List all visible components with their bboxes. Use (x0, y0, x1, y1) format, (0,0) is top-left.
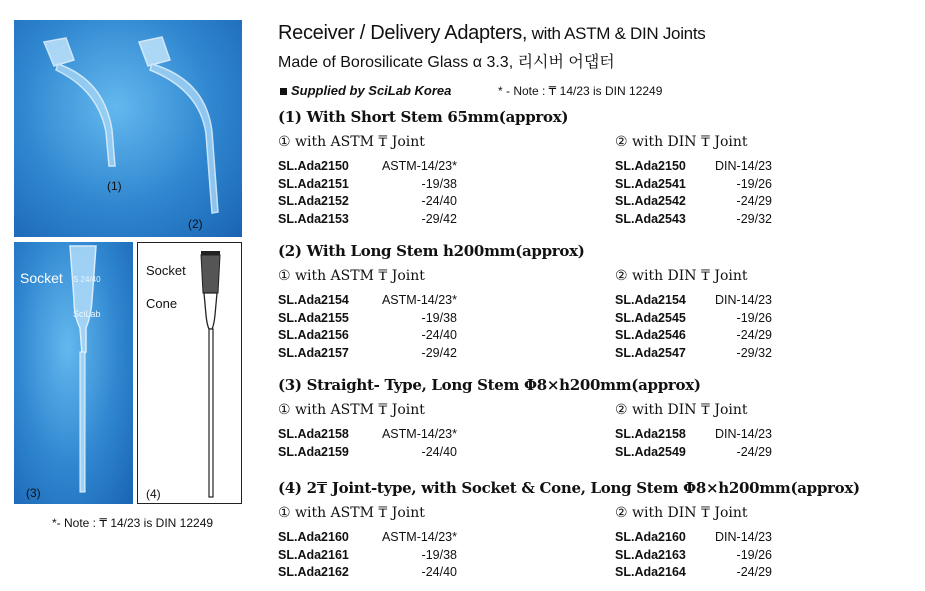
page-title (278, 22, 705, 45)
din-joint-size: -19/26 (736, 547, 772, 562)
astm-joint-size: -24/40 (421, 444, 457, 459)
page-title-tail: with ASTM & DIN Joints (527, 24, 706, 43)
din-product-code: SL.Ada2547 (615, 345, 686, 360)
bent-adapter-illustration (14, 20, 242, 237)
din-joint-size: -24/29 (736, 565, 772, 579)
header-note: * - Note : ₸ 14/23 is DIN 12249 (498, 84, 663, 98)
astm-product-code: SL.Ada2150 (278, 159, 349, 173)
din-joint-size: -24/29 (736, 444, 772, 459)
din-product-code: SL.Ada2549 (615, 444, 686, 459)
din-joint-size: DIN-14/23 (715, 159, 772, 173)
astm-joint-heading: ① with ASTM ₸ Joint (278, 134, 425, 150)
section-two-joint-type (278, 479, 878, 589)
din-product-code: SL.Ada2542 (615, 194, 686, 208)
din-joint-heading: ② with DIN ₸ Joint (615, 134, 748, 150)
page-subtitle: Made of Borosilicate Glass α 3.3, 리시버 어댑터 (278, 54, 615, 71)
din-product-code: SL.Ada2164 (615, 565, 686, 579)
diagram-socket-label: Socket (146, 263, 186, 278)
din-joint-size: -29/32 (736, 211, 772, 226)
astm-joint-size: ASTM-14/23* (381, 293, 457, 307)
din-product-code: SL.Ada2545 (615, 310, 686, 325)
din-joint-size: DIN-14/23 (715, 293, 772, 307)
photo-socket-adapter (14, 242, 133, 504)
diagram-cone-label: Cone (146, 296, 178, 311)
section-straight-type (278, 376, 878, 466)
din-product-code: SL.Ada2160 (615, 530, 686, 544)
astm-product-code: SL.Ada2155 (278, 310, 349, 325)
astm-joint-size: ASTM-14/23* (381, 530, 457, 544)
din-joint-size: -24/29 (736, 328, 772, 342)
photo-label-1: (1) (107, 179, 122, 193)
astm-joint-size: ASTM-14/23* (381, 159, 457, 173)
section-short-stem (278, 108, 878, 228)
astm-product-code: SL.Ada2151 (278, 176, 349, 191)
astm-joint-size: -29/42 (421, 211, 457, 226)
diagram-socket-cone (137, 242, 242, 504)
astm-product-code: SL.Ada2160 (278, 530, 349, 544)
astm-product-code: SL.Ada2162 (278, 565, 349, 579)
supplier-line: Supplied by SciLab Korea (291, 83, 452, 98)
photo-label-4: (4) (146, 487, 161, 501)
photo3-socket-label: Socket (20, 270, 63, 286)
astm-joint-size: -19/38 (421, 310, 457, 325)
din-joint-size: -29/32 (736, 345, 772, 360)
din-joint-size: -19/26 (736, 176, 772, 191)
astm-product-code: SL.Ada2158 (278, 427, 349, 441)
astm-joint-size: -19/38 (421, 547, 457, 562)
photo-label-2: (2) (188, 217, 203, 231)
din-joint-heading: ② with DIN ₸ Joint (615, 268, 748, 284)
astm-joint-heading: ① with ASTM ₸ Joint (278, 268, 425, 284)
astm-product-code: SL.Ada2154 (278, 293, 349, 307)
astm-product-code: SL.Ada2152 (278, 194, 349, 208)
astm-product-code: SL.Ada2156 (278, 328, 349, 342)
din-product-code: SL.Ada2541 (615, 176, 686, 191)
photo-short-stem-adapters (14, 20, 242, 237)
bottom-note: *- Note : ₸ 14/23 is DIN 12249 (52, 516, 214, 530)
din-product-code: SL.Ada2154 (615, 293, 686, 307)
photo-label-3: (3) (26, 486, 41, 500)
bullet-icon (280, 88, 287, 95)
astm-joint-size: -24/40 (421, 194, 457, 208)
astm-joint-heading: ① with ASTM ₸ Joint (278, 505, 425, 521)
din-product-code: SL.Ada2163 (615, 547, 686, 562)
astm-joint-size: -19/38 (421, 176, 457, 191)
glass-size-text: S 24/40 (73, 275, 101, 284)
page-title-main: Receiver / Delivery Adapters, (278, 22, 528, 44)
din-product-code: SL.Ada2546 (615, 328, 686, 342)
din-product-code: SL.Ada2150 (615, 159, 686, 173)
din-joint-heading: ② with DIN ₸ Joint (615, 505, 748, 521)
section-long-stem (278, 242, 878, 362)
astm-joint-heading: ① with ASTM ₸ Joint (278, 402, 425, 418)
din-product-code: SL.Ada2158 (615, 427, 686, 441)
section-title: (1) With Short Stem 65mm(approx) (278, 108, 569, 126)
socket-cone-drawing (138, 243, 241, 503)
section-title: (2) With Long Stem h200mm(approx) (278, 242, 585, 260)
astm-product-code: SL.Ada2161 (278, 547, 349, 562)
section-title: (3) Straight- Type, Long Stem Φ8×h200mm(approx) (278, 376, 701, 394)
din-joint-size: DIN-14/23 (715, 530, 772, 544)
astm-joint-size: ASTM-14/23* (381, 427, 457, 441)
astm-product-code: SL.Ada2157 (278, 345, 349, 360)
astm-product-code: SL.Ada2159 (278, 444, 349, 459)
din-joint-heading: ② with DIN ₸ Joint (615, 402, 748, 418)
din-joint-size: -19/26 (736, 310, 772, 325)
section-title: (4) 2₸ Joint-type, with Socket & Cone, Long Stem Φ8×h200mm(approx) (278, 479, 860, 497)
glass-brand-text: SciLab (73, 309, 101, 319)
astm-joint-size: -29/42 (421, 345, 457, 360)
astm-product-code: SL.Ada2153 (278, 211, 349, 226)
din-joint-size: -24/29 (736, 194, 772, 208)
astm-joint-size: -24/40 (421, 328, 457, 342)
astm-joint-size: -24/40 (421, 565, 457, 579)
din-product-code: SL.Ada2543 (615, 211, 686, 226)
din-joint-size: DIN-14/23 (715, 427, 772, 441)
